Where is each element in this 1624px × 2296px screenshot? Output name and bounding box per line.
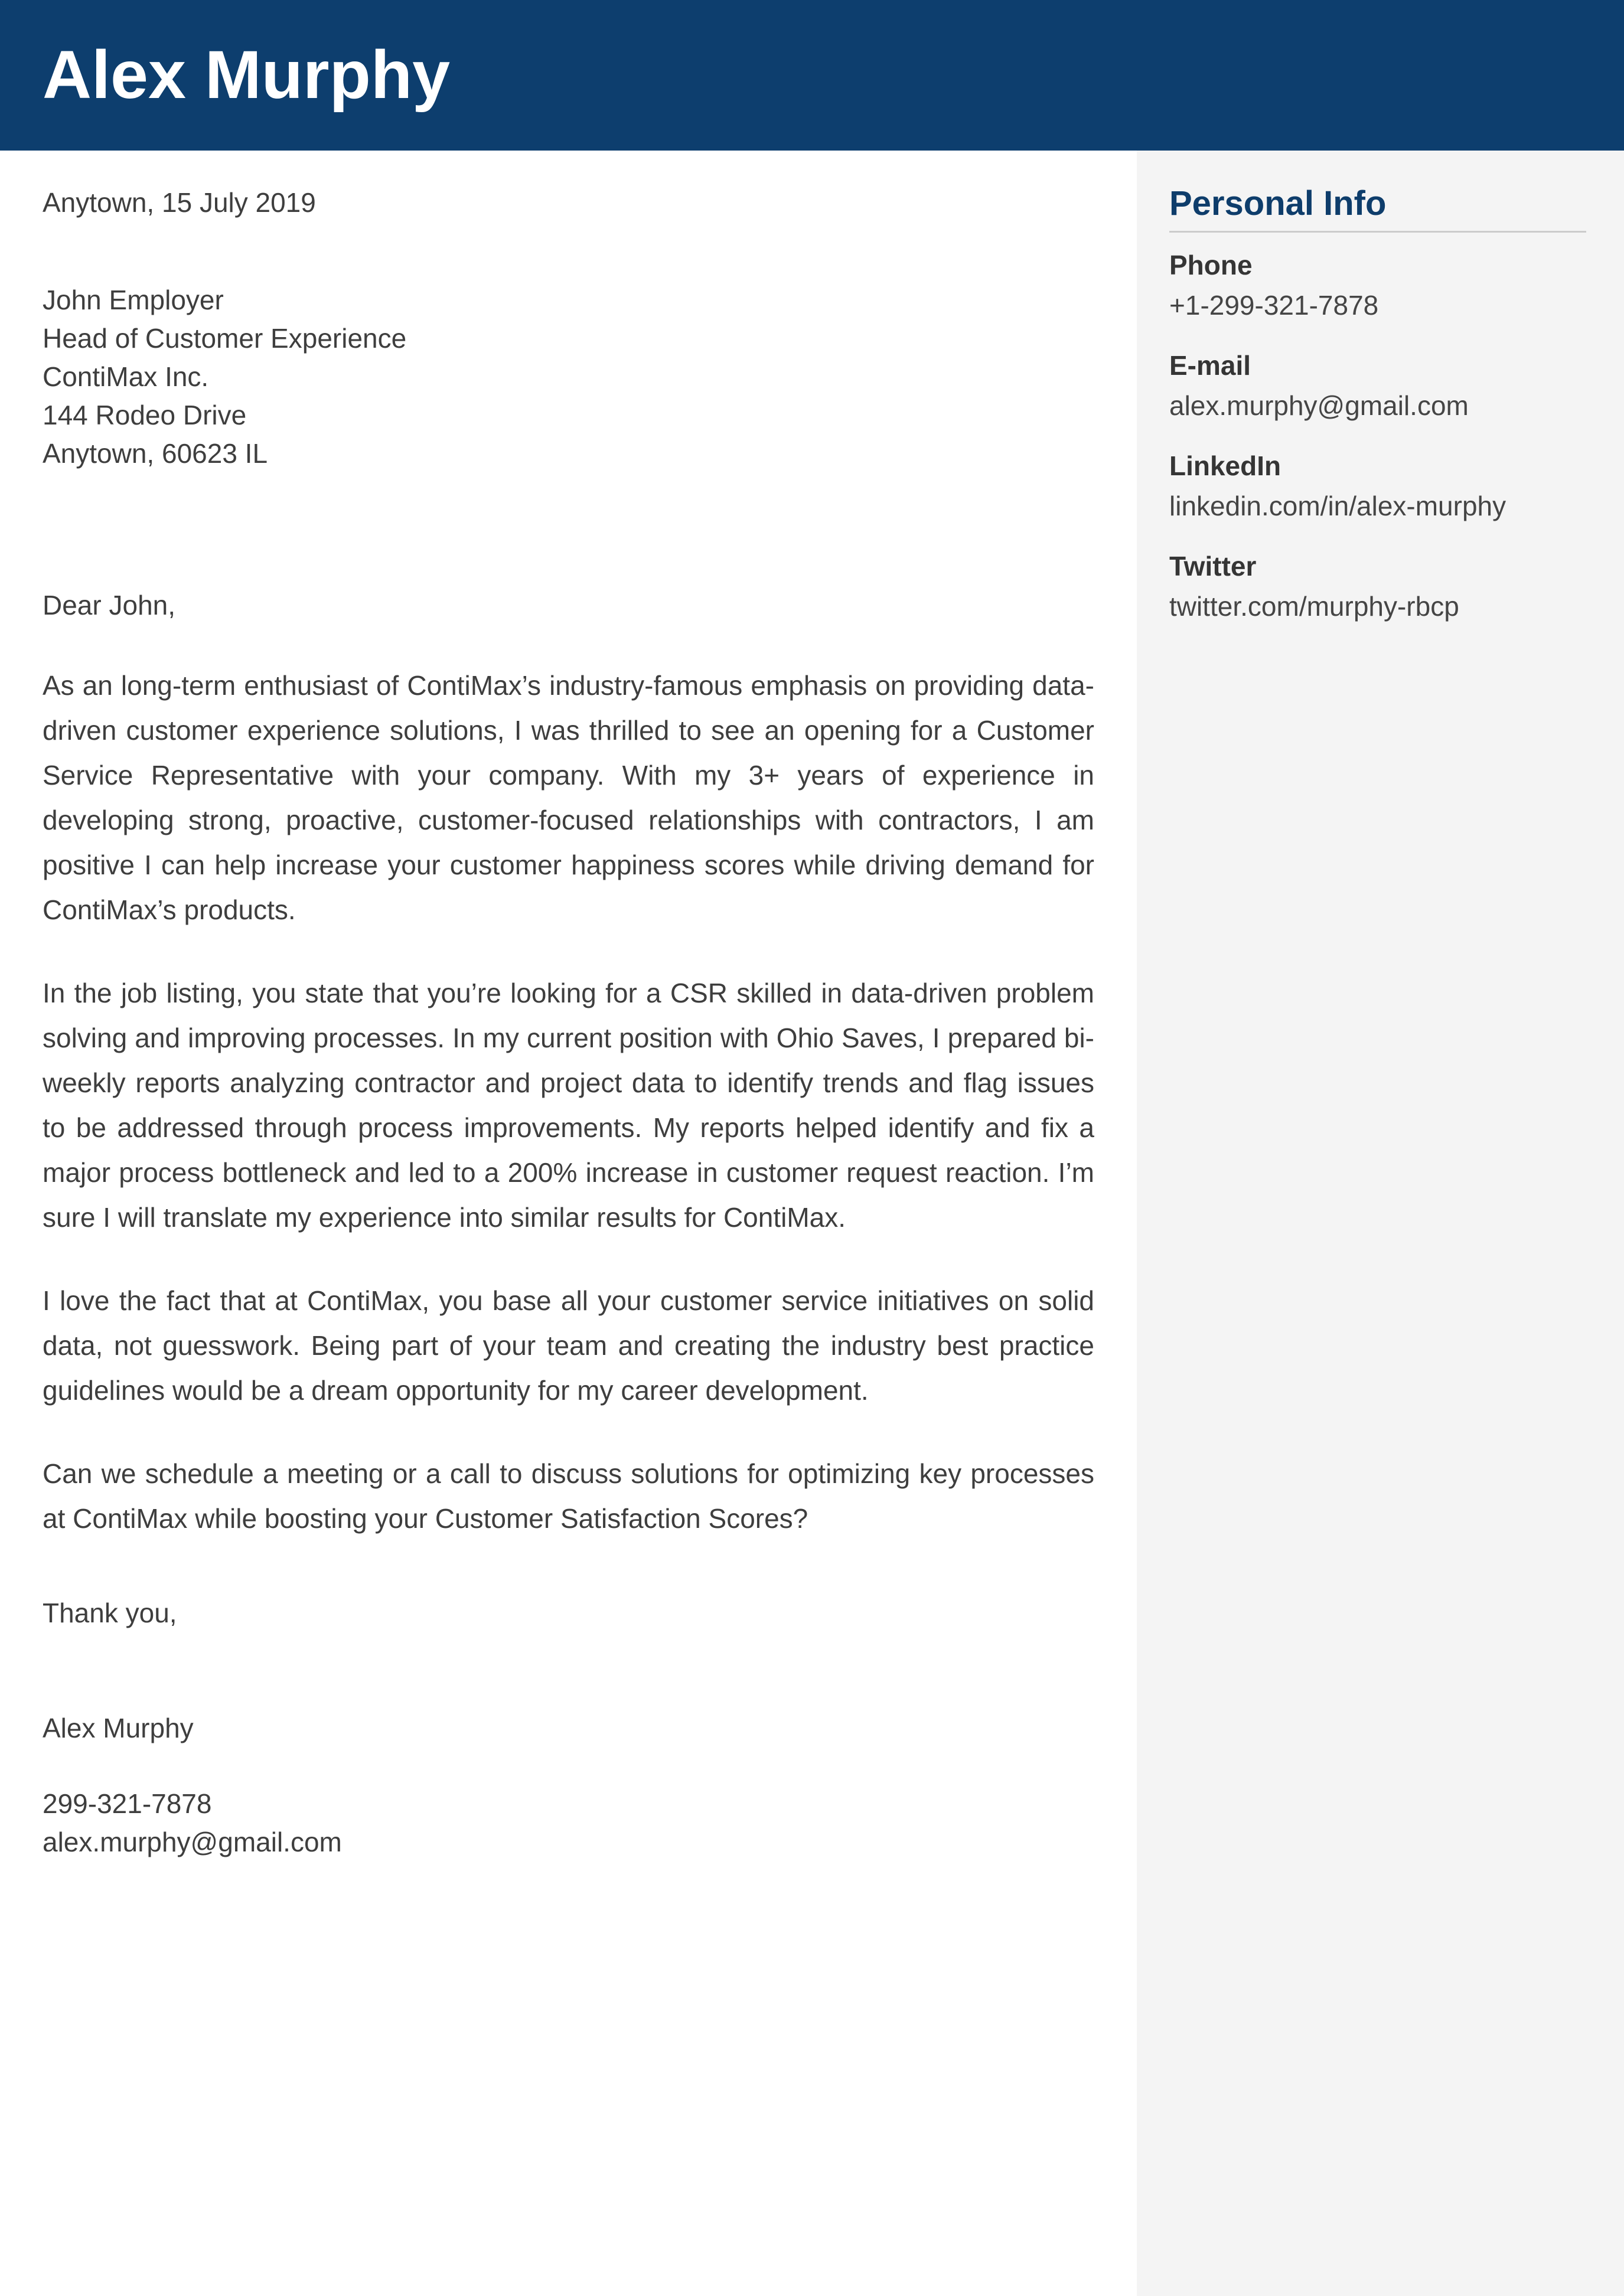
contact-label: Phone bbox=[1169, 250, 1253, 280]
contact-value: linkedin.com/in/alex-murphy bbox=[1169, 491, 1506, 521]
contact-group-linkedin bbox=[1169, 448, 1586, 524]
applicant-name: Alex Murphy bbox=[43, 37, 451, 113]
sidebar-title: Personal Info bbox=[1169, 184, 1387, 223]
signature-email: alex.murphy@gmail.com bbox=[43, 1827, 342, 1857]
body-paragraph: In the job listing, you state that you’re looking for a CSR skilled in data-driven problem solving and improving processes. In my current position with Ohio Saves, I prepared bi-weekly reports analyzing contractor and project data to identify trends and flag issues to be addressed through process improvements. My reports helped identify and fix a major process bottleneck and led to a 200% increase in customer request reaction. I’m sure I will translate my experience into similar results for ContiMax. bbox=[43, 978, 1094, 1233]
contact-label: LinkedIn bbox=[1169, 450, 1281, 481]
contact-label: E-mail bbox=[1169, 350, 1251, 381]
letter-date: Anytown, 15 July 2019 bbox=[43, 187, 316, 218]
contact-group-twitter bbox=[1169, 548, 1586, 625]
contact-group-email bbox=[1169, 347, 1586, 424]
recipient-block bbox=[43, 281, 1094, 473]
body-paragraph: As an long-term enthusiast of ContiMax’s industry-famous emphasis on providing data-driven customer experience solutions, I was thrilled to see an opening for a Customer Service Representative with your company. With my 3+ years of experience in developing strong, proactive, customer-focused relationships with contractors, I am positive I can help increase your customer happiness scores while driving demand for ContiMax’s products. bbox=[43, 670, 1094, 925]
signature-contact-block bbox=[43, 1785, 1094, 1861]
contact-group-phone bbox=[1169, 247, 1586, 324]
body-paragraph: Can we schedule a meeting or a call to discuss solutions for optimizing key processes at ContiMax while boosting your Customer Satisfaction Scores? bbox=[43, 1458, 1094, 1534]
closing: Thank you, bbox=[43, 1598, 177, 1628]
letter-body bbox=[43, 151, 1094, 1861]
contact-value: twitter.com/murphy-rbcp bbox=[1169, 591, 1459, 622]
contact-value: +1-299-321-7878 bbox=[1169, 290, 1379, 321]
signature-name: Alex Murphy bbox=[43, 1713, 194, 1743]
sidebar-divider bbox=[1169, 231, 1586, 233]
sidebar bbox=[1137, 151, 1624, 2296]
signature-phone: 299-321-7878 bbox=[43, 1788, 212, 1819]
contact-value: alex.murphy@gmail.com bbox=[1169, 390, 1469, 421]
recipient-line: 144 Rodeo Drive bbox=[43, 400, 247, 430]
header-banner bbox=[0, 0, 1624, 151]
recipient-line: ContiMax Inc. bbox=[43, 361, 209, 392]
salutation: Dear John, bbox=[43, 590, 176, 620]
body-paragraph: I love the fact that at ContiMax, you base all your customer service initiatives on solid data, not guesswork. Being part of your team and creating the industry best practice guidelines would be a dream opportunity for my career development. bbox=[43, 1285, 1094, 1406]
recipient-line: John Employer bbox=[43, 285, 224, 315]
recipient-line: Anytown, 60623 IL bbox=[43, 438, 268, 469]
contact-label: Twitter bbox=[1169, 551, 1257, 582]
recipient-line: Head of Customer Experience bbox=[43, 323, 407, 354]
